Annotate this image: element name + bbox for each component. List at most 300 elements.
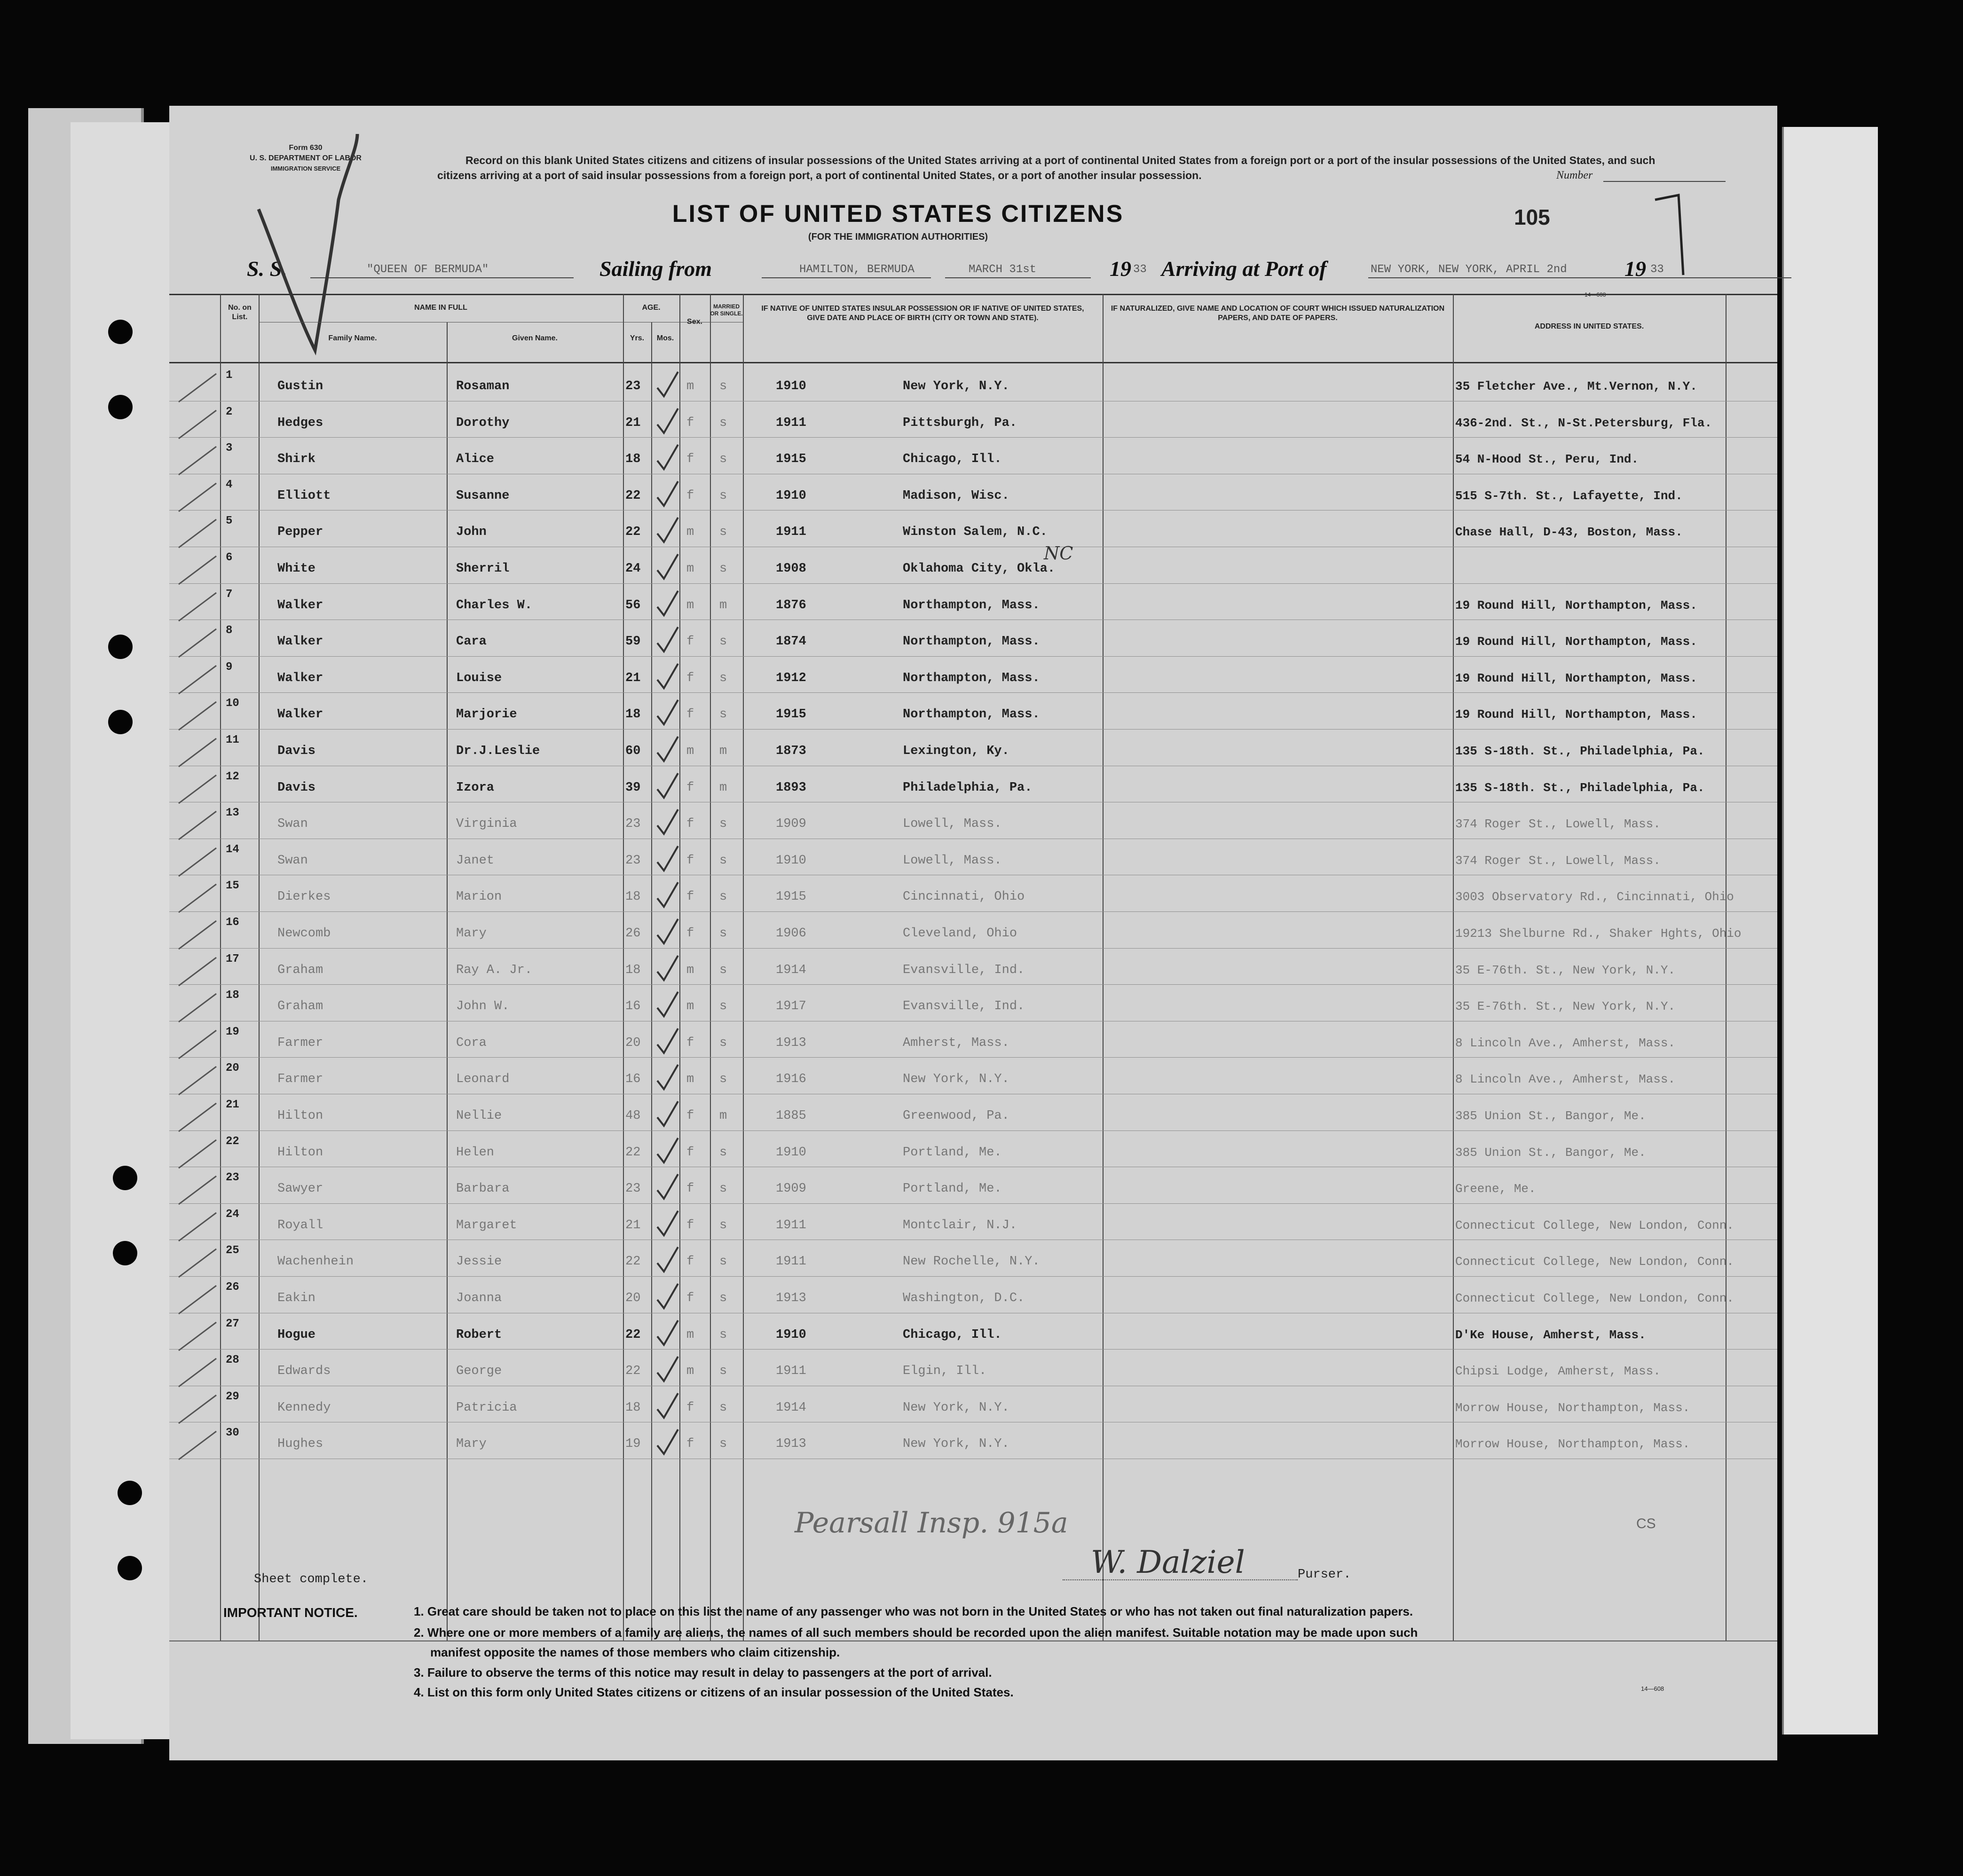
birth-year: 1913: [776, 1036, 806, 1050]
age-years: 23: [625, 1182, 641, 1196]
margin-slash-mark: [174, 369, 221, 407]
header-no-on-list: No. on List.: [228, 304, 252, 321]
birth-place: Lowell, Mass.: [903, 817, 1002, 832]
check-mark: [654, 515, 682, 548]
birth-place: Philadelphia, Pa.: [903, 780, 1033, 795]
family-name: Hogue: [277, 1327, 316, 1342]
birth-year: 1913: [776, 1291, 806, 1305]
given-name: Izora: [456, 780, 495, 795]
family-name: Davis: [277, 780, 316, 795]
birth-year: 1910: [776, 853, 806, 868]
birth-place: Amherst, Mass.: [903, 1036, 1009, 1050]
address: 19 Round Hill, Northampton, Mass.: [1455, 671, 1697, 685]
birth-place: Lowell, Mass.: [903, 853, 1002, 868]
marital-status: s: [719, 635, 727, 649]
margin-slash-mark: [174, 1099, 221, 1136]
sex: f: [686, 1218, 694, 1232]
marital-status: m: [719, 780, 727, 795]
service-name: IMMIGRATION SERVICE: [270, 165, 341, 172]
family-name: Edwards: [277, 1364, 331, 1379]
row-number: 27: [226, 1317, 239, 1330]
birth-year: 1912: [776, 671, 806, 685]
check-mark: [654, 1354, 682, 1387]
family-name: Shirk: [277, 452, 316, 467]
birth-place: Elgin, Ill.: [903, 1364, 987, 1379]
marital-status: s: [719, 1437, 727, 1452]
given-name: Virginia: [456, 817, 517, 832]
margin-slash-mark: [174, 1062, 221, 1099]
birth-place: Cincinnati, Ohio: [903, 890, 1025, 904]
ship-name: "QUEEN OF BERMUDA": [367, 263, 489, 276]
family-name: Hedges: [277, 416, 323, 430]
header-naturalized: IF NATURALIZED, GIVE NAME AND LOCATION OF COURT WHICH ISSUED NATURALIZATION PAPERS, AND DATE OF PAPERS.: [1111, 305, 1445, 322]
binder-hole: [113, 1241, 137, 1265]
row-number: 11: [226, 734, 239, 746]
birth-year: 1910: [776, 379, 806, 393]
sailing-date: MARCH 31st: [969, 263, 1037, 276]
notice-1: 1. Great care should be taken not to place on this list the name of any passenger who was not born in the United States or who has not taken out final naturalization papers.: [414, 1604, 1413, 1618]
page-subtitle: (FOR THE IMMIGRATION AUTHORITIES): [808, 232, 988, 242]
given-name: George: [456, 1364, 502, 1379]
birth-year: 1911: [776, 416, 806, 430]
family-name: Pepper: [277, 525, 323, 540]
arriving-port: NEW YORK, NEW YORK, APRIL 2nd: [1371, 263, 1567, 276]
margin-slash-mark: [174, 1208, 221, 1246]
margin-slash-mark: [174, 1318, 221, 1355]
sex: f: [686, 817, 694, 832]
sex: m: [686, 1364, 694, 1379]
binder-page-right: [1782, 127, 1878, 1735]
row-divider: [169, 437, 1777, 438]
birth-year: 1909: [776, 1182, 806, 1196]
marital-status: s: [719, 488, 727, 503]
birth-place: Lexington, Ky.: [903, 744, 1009, 758]
sex: f: [686, 890, 694, 904]
family-name: Farmer: [277, 1072, 323, 1087]
birth-place: Greenwood, Pa.: [903, 1109, 1009, 1123]
birth-place: Northampton, Mass.: [903, 635, 1040, 649]
given-name: Leonard: [456, 1072, 510, 1087]
address: D'Ke House, Amherst, Mass.: [1455, 1327, 1646, 1342]
family-name: White: [277, 562, 316, 576]
year-prefix-2: 19: [1624, 257, 1646, 281]
age-years: 19: [625, 1437, 641, 1452]
birth-year: 1906: [776, 926, 806, 941]
family-name: Sawyer: [277, 1182, 323, 1196]
birth-place: Portland, Me.: [903, 1182, 1002, 1196]
row-number: 20: [226, 1062, 239, 1075]
address: 35 E-76th. St., New York, N.Y.: [1455, 963, 1676, 977]
page-title: LIST OF UNITED STATES CITIZENS: [672, 200, 1124, 228]
row-number: 19: [226, 1025, 239, 1038]
marital-status: s: [719, 379, 727, 393]
family-name: Hughes: [277, 1437, 323, 1452]
given-name: John: [456, 525, 487, 540]
sex: m: [686, 999, 694, 1014]
sex: f: [686, 853, 694, 868]
margin-slash-mark: [174, 770, 221, 808]
birth-place: Portland, Me.: [903, 1145, 1002, 1160]
birth-year: 1911: [776, 1364, 806, 1379]
row-number: 17: [226, 952, 239, 965]
marital-status: s: [719, 562, 727, 576]
family-name: Swan: [277, 817, 308, 832]
row-number: 18: [226, 989, 239, 1002]
col-divider: [651, 322, 652, 1641]
form-number: Form 630: [289, 144, 323, 152]
family-name: Davis: [277, 744, 316, 758]
manifest-table: [169, 294, 1777, 1563]
age-years: 16: [625, 999, 641, 1014]
family-name: Walker: [277, 707, 323, 722]
address: 374 Roger St., Lowell, Mass.: [1455, 853, 1661, 868]
family-name: Eakin: [277, 1291, 316, 1305]
margin-slash-mark: [174, 1244, 221, 1282]
given-name: Charles W.: [456, 598, 533, 612]
notice-title: IMPORTANT NOTICE.: [223, 1605, 358, 1620]
given-name: Marion: [456, 890, 502, 904]
marital-status: s: [719, 926, 727, 941]
binder-hole: [108, 395, 133, 419]
margin-slash-mark: [174, 661, 221, 699]
birth-year: 1911: [776, 1255, 806, 1269]
sex: f: [686, 416, 694, 430]
header-age: AGE.: [642, 304, 661, 312]
birth-place: Oklahoma City, Okla.: [903, 562, 1056, 576]
birth-year: 1914: [776, 963, 806, 977]
family-name: Newcomb: [277, 926, 331, 941]
row-divider: [169, 1057, 1777, 1058]
family-name: Royall: [277, 1218, 323, 1232]
row-divider: [169, 1130, 1777, 1131]
family-name: Walker: [277, 598, 323, 612]
row-divider: [169, 656, 1777, 657]
given-name: Robert: [456, 1327, 502, 1342]
address: 19213 Shelburne Rd., Shaker Hghts, Ohio: [1455, 926, 1742, 941]
birth-place: New York, N.Y.: [903, 1072, 1009, 1087]
row-number: 23: [226, 1171, 239, 1185]
check-mark: [654, 1062, 682, 1095]
age-years: 23: [625, 853, 641, 868]
row-number: 7: [226, 588, 233, 601]
sex: f: [686, 671, 694, 685]
address: 135 S-18th. St., Philadelphia, Pa.: [1455, 744, 1705, 758]
check-mark: [654, 697, 682, 730]
age-years: 18: [625, 1400, 641, 1415]
given-name: Helen: [456, 1145, 495, 1160]
ss-label: S. S.: [247, 257, 287, 281]
sailing-underline: [762, 277, 931, 278]
sex: f: [686, 635, 694, 649]
check-mark: [654, 879, 682, 912]
family-name: Elliott: [277, 488, 331, 503]
check-mark: [654, 1135, 682, 1168]
birth-year: 1916: [776, 1072, 806, 1087]
marital-status: s: [719, 1182, 727, 1196]
row-number: 26: [226, 1281, 239, 1294]
sex: f: [686, 1036, 694, 1050]
row-divider: [169, 911, 1777, 912]
margin-slash-mark: [174, 1354, 221, 1391]
row-number: 29: [226, 1390, 239, 1403]
row-number: 5: [226, 515, 233, 528]
sailing-label: Sailing from: [599, 257, 712, 281]
notice-4: 4. List on this form only United States citizens or citizens of an insular possession of the United States.: [414, 1685, 1014, 1699]
age-years: 18: [625, 707, 641, 722]
header-married-or-single: MARRIED OR SINGLE.: [710, 303, 743, 317]
birth-year: 1910: [776, 1145, 806, 1160]
marital-status: s: [719, 452, 727, 467]
address-initials: CS: [1636, 1516, 1656, 1531]
birth-place: Montclair, N.J.: [903, 1218, 1017, 1232]
row-divider: [169, 1203, 1777, 1204]
purser-signature: W. Dalziel: [1091, 1544, 1245, 1580]
marital-status: s: [719, 707, 727, 722]
row-number: 28: [226, 1354, 239, 1367]
row-number: 25: [226, 1244, 239, 1257]
sailing-from: HAMILTON, BERMUDA: [799, 263, 914, 276]
row-number: 1: [226, 369, 233, 382]
birth-year: 1917: [776, 999, 806, 1014]
sex: m: [686, 963, 694, 977]
address: 436-2nd. St., N-St.Petersburg, Fla.: [1455, 416, 1712, 430]
printer-code-bottom: 14—608: [1641, 1685, 1664, 1692]
address: 35 Fletcher Ave., Mt.Vernon, N.Y.: [1455, 379, 1697, 393]
margin-slash-mark: [174, 479, 221, 516]
sex: f: [686, 1291, 694, 1305]
given-name: Susanne: [456, 488, 510, 503]
arriving-year: 33: [1650, 263, 1664, 276]
header-birth-place: IF NATIVE OF UNITED STATES INSULAR POSSESSION OR IF NATIVE OF UNITED STATES, GIVE DATE AND PLACE OF BIRTH (CITY OR TOWN AND STATE).: [761, 305, 1084, 322]
given-name: Alice: [456, 452, 495, 467]
port-underline: [1368, 277, 1791, 278]
row-number: 22: [226, 1135, 239, 1148]
date-underline: [945, 277, 1091, 278]
given-name: Sherril: [456, 562, 510, 576]
handwritten-mark-number: [1650, 186, 1707, 280]
address: Greene, Me.: [1455, 1182, 1536, 1196]
address: 35 E-76th. St., New York, N.Y.: [1455, 999, 1676, 1014]
marital-status: s: [719, 525, 727, 540]
header-sex: Sex.: [687, 318, 702, 326]
binder-hole: [118, 1556, 142, 1580]
row-number: 3: [226, 442, 233, 455]
marital-status: s: [719, 1255, 727, 1269]
address: 19 Round Hill, Northampton, Mass.: [1455, 635, 1697, 649]
birth-place: Northampton, Mass.: [903, 598, 1040, 612]
family-name: Wachenhein: [277, 1255, 354, 1269]
age-years: 26: [625, 926, 641, 941]
check-mark: [654, 588, 682, 621]
row-number: 24: [226, 1208, 239, 1221]
row-number: 8: [226, 624, 233, 637]
sex: m: [686, 1072, 694, 1087]
margin-slash-mark: [174, 515, 221, 552]
birth-place: New York, N.Y.: [903, 1400, 1009, 1415]
margin-slash-mark: [174, 697, 221, 735]
check-mark: [654, 1026, 682, 1059]
header-name-in-full: NAME IN FULL: [414, 304, 467, 312]
birth-year: 1911: [776, 1218, 806, 1232]
given-name: Joanna: [456, 1291, 502, 1305]
given-name: Cora: [456, 1036, 487, 1050]
age-years: 18: [625, 963, 641, 977]
binder-hole: [108, 710, 133, 734]
given-name: Cara: [456, 635, 487, 649]
row-divider: [169, 948, 1777, 949]
family-name: Kennedy: [277, 1400, 331, 1415]
check-mark: [654, 916, 682, 949]
birth-place: New York, N.Y.: [903, 379, 1009, 393]
address: 135 S-18th. St., Philadelphia, Pa.: [1455, 780, 1705, 795]
margin-slash-mark: [174, 406, 221, 443]
marital-status: s: [719, 1400, 727, 1415]
sex: f: [686, 926, 694, 941]
marital-status: s: [719, 999, 727, 1014]
check-mark: [654, 989, 682, 1022]
row-number: 13: [226, 807, 239, 820]
check-mark: [654, 770, 682, 803]
record-instructions: Record on this blank United States citizens and citizens of insular possessions of the United States arriving at a port of continental United States from a foreign port or a port of the insular possessions of the United States, and such citizens arriving at a port of said insular possessions from a foreign port, a port of continental United States, or a port of another insular possession.: [437, 154, 1656, 181]
given-name: Margaret: [456, 1218, 517, 1232]
col-divider: [623, 294, 624, 1641]
birth-place: New York, N.Y.: [903, 1437, 1009, 1452]
margin-slash-mark: [174, 734, 221, 771]
address: 385 Union St., Bangor, Me.: [1455, 1145, 1646, 1160]
margin-slash-mark: [174, 916, 221, 954]
row-divider: [169, 729, 1777, 730]
age-years: 23: [625, 817, 641, 832]
family-name: Farmer: [277, 1036, 323, 1050]
given-name: Rosaman: [456, 379, 510, 393]
birth-year: 1915: [776, 890, 806, 904]
age-years: 20: [625, 1291, 641, 1305]
sex: f: [686, 1400, 694, 1415]
check-mark: [654, 734, 682, 767]
department-name: U. S. DEPARTMENT OF LABOR: [250, 154, 362, 162]
marital-status: s: [719, 416, 727, 430]
margin-slash-mark: [174, 989, 221, 1027]
check-mark: [654, 551, 682, 584]
age-years: 39: [625, 780, 641, 795]
family-name: Swan: [277, 853, 308, 868]
birth-year: 1910: [776, 488, 806, 503]
birth-year: 1913: [776, 1437, 806, 1452]
marital-status: m: [719, 744, 727, 758]
col-divider: [259, 294, 260, 1641]
sex: m: [686, 379, 694, 393]
row-divider: [169, 583, 1777, 584]
sex: f: [686, 707, 694, 722]
address: 54 N-Hood St., Peru, Ind.: [1455, 452, 1639, 467]
given-name: Ray A. Jr.: [456, 963, 533, 977]
sex: f: [686, 452, 694, 467]
sex: f: [686, 1437, 694, 1452]
sex: m: [686, 525, 694, 540]
birth-place: Northampton, Mass.: [903, 707, 1040, 722]
check-mark: [654, 1099, 682, 1131]
printer-code-top: 14—608: [1585, 291, 1606, 298]
sailing-year: 33: [1133, 263, 1147, 276]
check-mark: [654, 479, 682, 511]
family-name: Graham: [277, 999, 323, 1014]
age-years: 22: [625, 525, 641, 540]
age-years: 48: [625, 1109, 641, 1123]
check-mark: [654, 1244, 682, 1277]
header-family-name: Family Name.: [328, 334, 377, 342]
row-number: 14: [226, 843, 239, 856]
birth-year: 1911: [776, 525, 806, 540]
birth-year: 1909: [776, 817, 806, 832]
age-years: 60: [625, 744, 641, 758]
age-years: 24: [625, 562, 641, 576]
given-name: Dorothy: [456, 416, 510, 430]
given-name: Janet: [456, 853, 495, 868]
check-mark: [654, 369, 682, 402]
sex: m: [686, 598, 694, 612]
purser-line: [1063, 1579, 1298, 1580]
birth-place: Chicago, Ill.: [903, 452, 1002, 467]
row-divider: [169, 1349, 1777, 1350]
row-number: 21: [226, 1099, 239, 1111]
row-number: 4: [226, 478, 233, 491]
age-years: 22: [625, 1327, 641, 1342]
marital-status: s: [719, 1364, 727, 1379]
address: Connecticut College, New London, Conn.: [1455, 1218, 1734, 1232]
age-years: 22: [625, 488, 641, 503]
row-divider: [169, 1276, 1777, 1277]
notice-2-cont: manifest opposite the names of those members who claim citizenship.: [430, 1645, 840, 1659]
age-years: 21: [625, 671, 641, 685]
address: Connecticut College, New London, Conn.: [1455, 1255, 1734, 1269]
binder-hole: [108, 635, 133, 659]
marital-status: s: [719, 853, 727, 868]
row-divider: [169, 984, 1777, 985]
family-name: Walker: [277, 671, 323, 685]
given-name: Marjorie: [456, 707, 517, 722]
address: Chase Hall, D-43, Boston, Mass.: [1455, 525, 1683, 540]
birth-place: Cleveland, Ohio: [903, 926, 1017, 941]
header-address: ADDRESS IN UNITED STATES.: [1534, 322, 1644, 330]
birth-year: 1908: [776, 562, 806, 576]
birth-year: 1876: [776, 598, 806, 612]
check-mark: [654, 624, 682, 657]
sex: f: [686, 1182, 694, 1196]
age-years: 16: [625, 1072, 641, 1087]
birth-year: 1915: [776, 707, 806, 722]
age-years: 20: [625, 1036, 641, 1050]
header-given-name: Given Name.: [512, 334, 558, 342]
age-years: 22: [625, 1364, 641, 1379]
age-years: 21: [625, 1218, 641, 1232]
margin-slash-mark: [174, 442, 221, 479]
manifest-page: [169, 106, 1777, 1760]
binder-hole: [113, 1166, 137, 1190]
family-name: Graham: [277, 963, 323, 977]
margin-slash-mark: [174, 1427, 221, 1464]
check-mark: [654, 953, 682, 986]
marital-status: s: [719, 1036, 727, 1050]
sex: f: [686, 488, 694, 503]
given-name: Jessie: [456, 1255, 502, 1269]
check-mark: [654, 1318, 682, 1350]
age-years: 18: [625, 452, 641, 467]
address: Connecticut College, New London, Conn.: [1455, 1291, 1734, 1305]
check-mark: [654, 1208, 682, 1241]
margin-slash-mark: [174, 953, 221, 990]
year-prefix: 19: [1110, 257, 1131, 281]
margin-slash-mark: [174, 1026, 221, 1063]
